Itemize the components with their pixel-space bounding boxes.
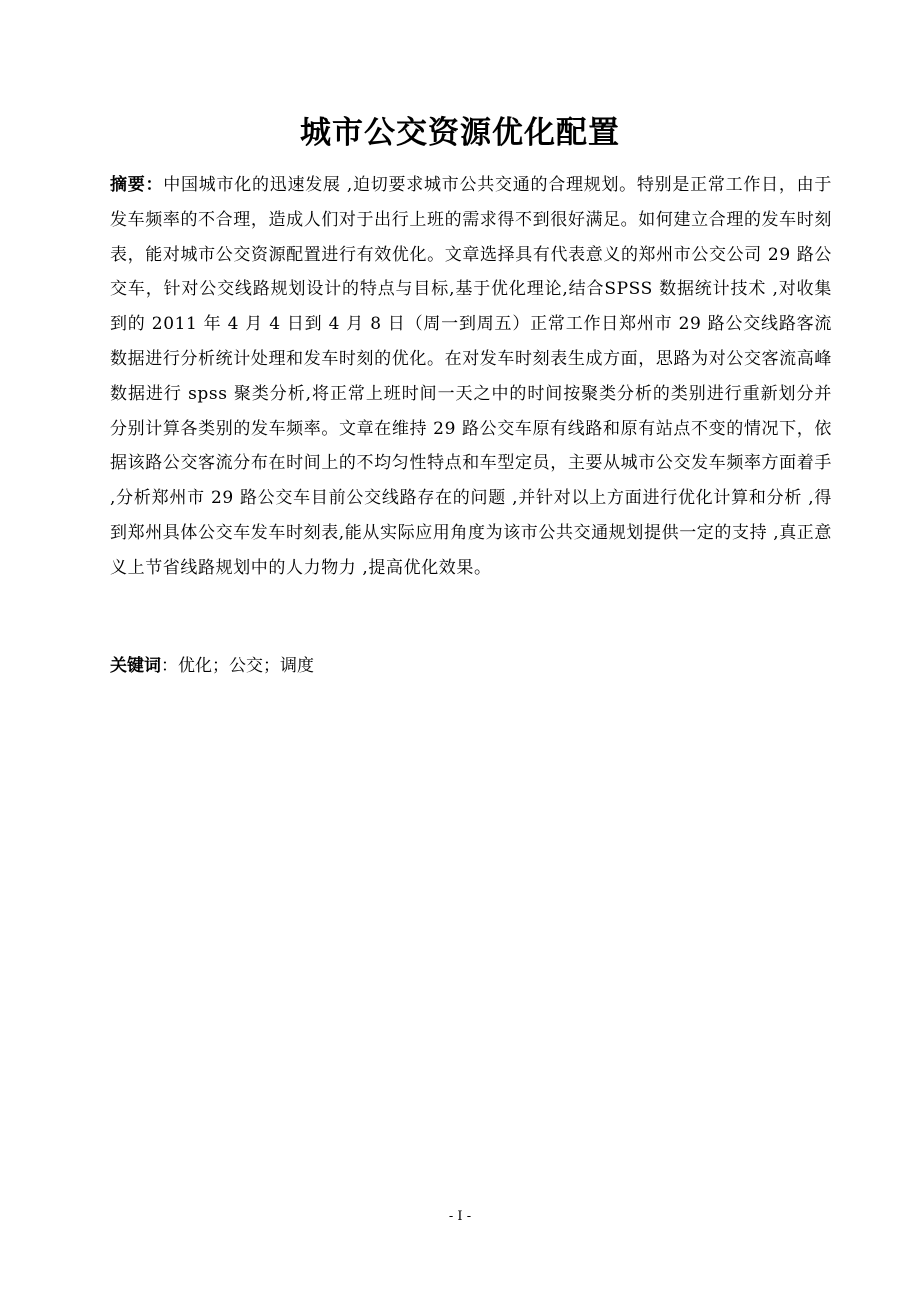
keywords-line: [110, 649, 832, 683]
keywords-text: ：优化；公交；调度: [161, 656, 314, 676]
abstract-label: 摘要：: [110, 175, 164, 195]
abstract-text: 中国城市化的迅速发展 ,迫切要求城市公共交通的合理规划。特别是正常工作日，由于发车频率的不合理，造成人们对于出行上班的需求得不到很好满足。如何建立合理的发车时刻表，能对城市公交资源配置进行有效优化。文章选择具有代表意义的郑州市公交公司 29 路公交车，针对公交线路规划设计的特点与目标,基于优化理论,结合SPSS 数据统计技术 ,对收集到的 2011 年 4 月 4 日到 4 月 8 日（周一到周五）正常工作日郑州市 29 路公交线路客流数据进行分析统计处理和发车时刻的优化。在对发车时刻表生成方面，思路为对公交客流高峰数据进行 spss 聚类分析,将正常上班时间一天之中的时间按聚类分析的类别进行重新划分并分别计算各类别的发车频率。文章在维持 29 路公交车原有线路和原有站点不变的情况下，依据该路公交客流分布在时间上的不均匀性特点和车型定员，主要从城市公交发车频率方面着手 ,分析郑州市 29 路公交车目前公交线路存在的问题 ,并针对以上方面进行优化计算和分析 ,得到郑州具体公交车发车时刻表,能从实际应用角度为该市公共交通规划提供一定的支持 ,真正意义上节省线路规划中的人力物力 ,提高优化效果。: [110, 175, 833, 578]
page-number: - I -: [448, 1209, 472, 1224]
abstract-paragraph: [110, 168, 832, 586]
document-title: 城市公交资源优化配置: [300, 115, 620, 151]
keywords-label: 关键词: [110, 656, 161, 676]
